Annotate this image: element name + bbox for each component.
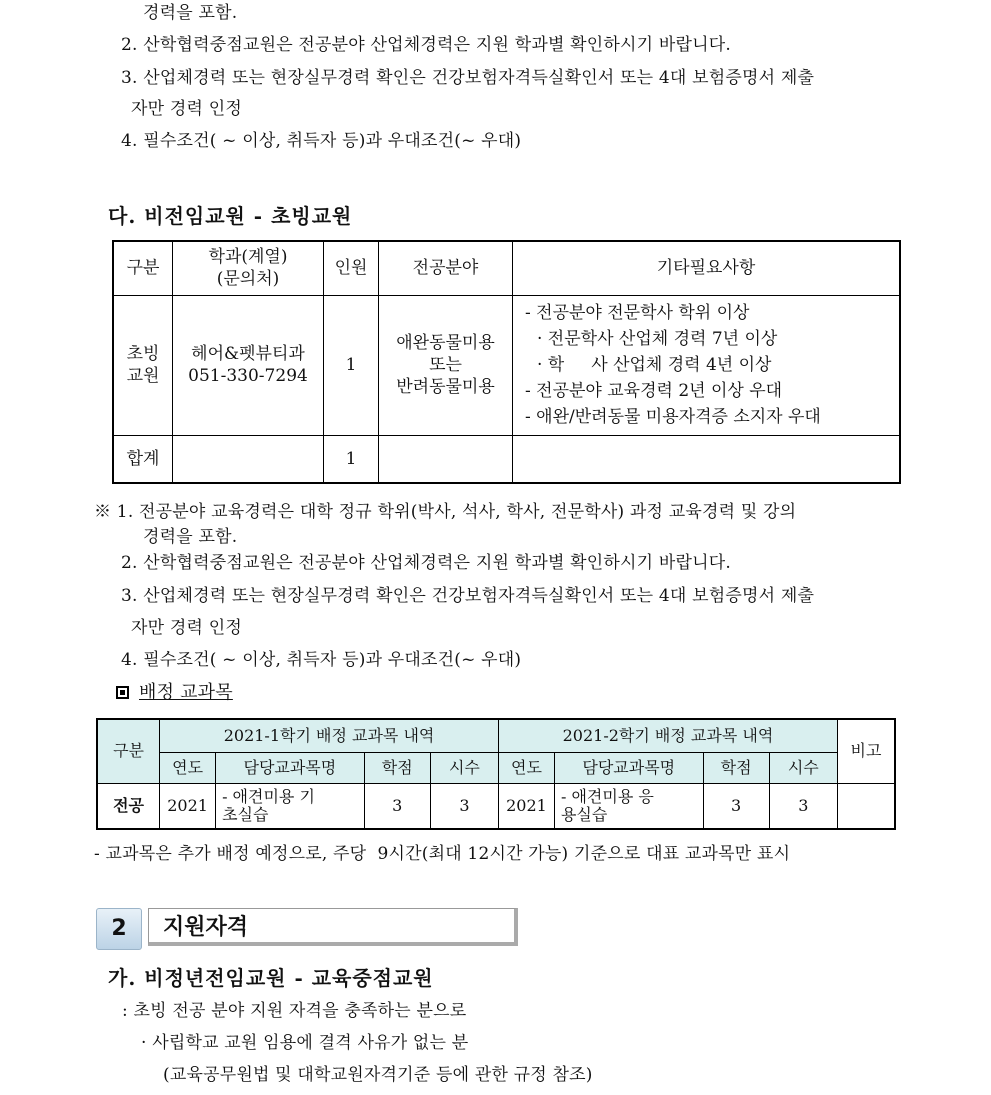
note-header: 비고 xyxy=(837,719,895,783)
body-line: · 사립학교 교원 임용에 결격 사유가 없는 분 xyxy=(141,1033,469,1053)
note-line: 경력을 포함. xyxy=(143,527,238,547)
section-banner xyxy=(96,906,522,952)
section-heading: 다. 비전임교원 - 초빙교원 xyxy=(108,204,353,228)
footnote: - 교과목은 추가 배정 예정으로, 주당 9시간(최대 12시간 가능) 기준으로 대표 교과목만 표시 xyxy=(94,844,791,864)
note-line: 4. 필수조건( ~ 이상, 취득자 등)과 우대조건(~ 우대) xyxy=(121,131,522,151)
total-label: 합계 xyxy=(113,435,173,483)
year-cell: 2021 xyxy=(499,783,555,829)
course-line: 초실습 xyxy=(222,804,269,824)
sub-header: 시수 xyxy=(430,752,498,783)
header-contact: (문의처) xyxy=(216,269,280,290)
sub-header: 담당교과목명 xyxy=(216,752,365,783)
section-number: 2 xyxy=(96,908,142,950)
sub-header: 학점 xyxy=(703,752,769,783)
header-cell: 인원 xyxy=(324,241,379,295)
header-cell: 구분 xyxy=(97,719,160,783)
req-line: · 전문학사 산업체 경력 7년 이상 xyxy=(537,329,778,349)
major-line: 반려동물미용 xyxy=(396,377,495,397)
req-line: · 학 사 산업체 경력 4년 이상 xyxy=(537,355,772,375)
assigned-title: 배정 교과목 xyxy=(139,682,233,703)
course-cell xyxy=(216,783,365,829)
dept-cell xyxy=(173,295,324,435)
note-line: 2. 산학협력중점교원은 전공분야 산업체경력은 지원 학과별 확인하시기 바랍니다. xyxy=(121,35,731,55)
body-line: (교육공무원법 및 대학교원자격기준 등에 관한 규정 참조) xyxy=(163,1065,593,1085)
credit-cell: 3 xyxy=(364,783,430,829)
req-line: - 전공분야 교육경력 2년 이상 우대 xyxy=(525,381,783,401)
year-cell: 2021 xyxy=(160,783,216,829)
sub-header: 연도 xyxy=(160,752,216,783)
header-cell: 전공분야 xyxy=(379,241,513,295)
semester2-header: 2021-2학기 배정 교과목 내역 xyxy=(499,719,838,752)
course-line: - 애견미용 응 xyxy=(560,786,654,806)
row-type: 전공 xyxy=(97,783,160,829)
dept-name: 헤어&펫뷰티과 xyxy=(191,344,305,364)
semester1-header: 2021-1학기 배정 교과목 내역 xyxy=(160,719,499,752)
course-cell xyxy=(554,783,703,829)
header-cell: 구분 xyxy=(113,241,173,295)
major-cell xyxy=(379,295,513,435)
note-line: 4. 필수조건( ~ 이상, 취득자 등)과 우대조건(~ 우대) xyxy=(121,650,522,670)
note-cell xyxy=(837,783,895,829)
section-title: 지원자격 xyxy=(148,908,518,946)
sub-header: 학점 xyxy=(364,752,430,783)
req-line: - 애완/반려동물 미용자격증 소지자 우대 xyxy=(525,407,821,427)
major-line: 또는 xyxy=(429,355,462,375)
requirements-cell xyxy=(513,295,901,435)
section-heading: 가. 비정년전임교원 - 교육중점교원 xyxy=(108,966,434,990)
note-line: 경력을 포함. xyxy=(143,3,238,23)
type-line: 초빙 xyxy=(126,344,160,364)
square-bullet-icon xyxy=(116,686,129,699)
note-line: ※ 1. 전공분야 교육경력은 대학 정규 학위(박사, 석사, 학사, 전문학사) 과정 교육경력 및 강의 xyxy=(94,502,797,522)
course-table xyxy=(96,718,896,830)
note-line: 자만 경력 인정 xyxy=(131,99,242,119)
header-cell: 기타필요사항 xyxy=(513,241,901,295)
note-line: 3. 산업체경력 또는 현장실무경력 확인은 건강보험자격득실확인서 또는 4대 보험증명서 제출 xyxy=(121,68,815,88)
type-line: 교원 xyxy=(126,366,160,386)
course-line: - 애견미용 기 xyxy=(222,786,315,806)
total-count: 1 xyxy=(324,435,379,483)
sub-header: 시수 xyxy=(769,752,837,783)
req-line: - 전공분야 전문학사 학위 이상 xyxy=(525,303,750,323)
header-dept: 학과(계열) xyxy=(208,247,288,268)
major-line: 애완동물미용 xyxy=(396,333,495,353)
note-line: 2. 산학협력중점교원은 전공분야 산업체경력은 지원 학과별 확인하시기 바랍니다. xyxy=(121,553,731,573)
body-line: : 초빙 전공 분야 지원 자격을 충족하는 분으로 xyxy=(122,1001,467,1021)
note-line: 자만 경력 인정 xyxy=(131,618,242,638)
header-cell xyxy=(173,241,324,295)
count-cell: 1 xyxy=(324,295,379,435)
hours-cell: 3 xyxy=(430,783,498,829)
credit-cell: 3 xyxy=(703,783,769,829)
sub-header: 연도 xyxy=(499,752,555,783)
sub-header: 담당교과목명 xyxy=(554,752,703,783)
assigned-heading xyxy=(116,682,233,704)
recruit-table xyxy=(112,240,901,484)
note-line: 3. 산업체경력 또는 현장실무경력 확인은 건강보험자격득실확인서 또는 4대 보험증명서 제출 xyxy=(121,586,815,606)
hours-cell: 3 xyxy=(769,783,837,829)
dept-phone: 051-330-7294 xyxy=(188,366,308,386)
type-cell xyxy=(113,295,173,435)
course-line: 용실습 xyxy=(560,804,608,824)
